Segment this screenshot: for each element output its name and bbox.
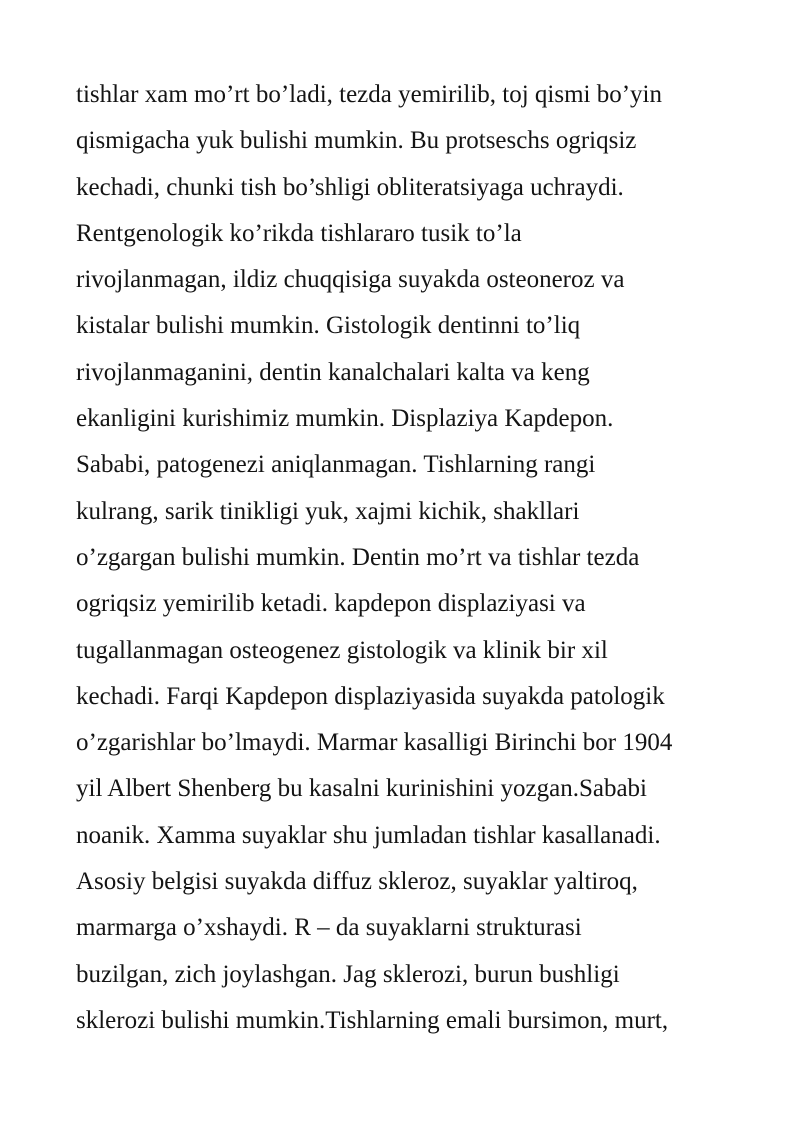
text-line-15: o’zgarishlar bo’lmaydi. Marmar kasalligi Birinchi bor 1904	[76, 729, 673, 757]
text-line-2: qismigacha yuk bulishi mumkin. Bu protseschs ogriqsiz	[76, 127, 637, 155]
text-line-12: ogriqsiz yemirilib ketadi. kapdepon displaziyasi va	[76, 590, 586, 618]
text-line-17: noanik. Xamma suyaklar shu jumladan tishlar kasallanadi.	[76, 821, 661, 849]
text-line-4: Rentgenologik ko’rikda tishlararo tusik to’la	[76, 219, 522, 247]
text-line-3: kechadi, chunki tish bo’shligi obliteratsiyaga uchraydi.	[76, 173, 624, 201]
text-line-19: marmarga o’xshaydi. R – da suyaklarni strukturasi	[76, 914, 582, 942]
text-line-6: kistalar bulishi mumkin. Gistologik dentinni to’liq	[76, 312, 581, 340]
text-line-21: sklerozi bulishi mumkin.Tishlarning emali bursimon, murt,	[76, 1006, 669, 1034]
text-line-11: o’zgargan bulishi mumkin. Dentin mo’rt va tishlar tezda	[76, 543, 640, 571]
text-line-9: Sababi, patogenezi aniqlanmagan. Tishlarning rangi	[76, 451, 596, 479]
text-line-20: buzilgan, zich joylashgan. Jag sklerozi, burun bushligi	[76, 960, 620, 988]
text-line-13: tugallanmagan osteogenez gistologik va klinik bir xil	[76, 636, 608, 664]
text-line-7: rivojlanmaganini, dentin kanalchalari kalta va keng	[76, 358, 590, 386]
text-line-8: ekanligini kurishimiz mumkin. Displaziya Kapdepon.	[76, 405, 614, 433]
text-line-18: Asosiy belgisi suyakda diffuz skleroz, suyaklar yaltiroq,	[76, 868, 638, 896]
text-line-10: kulrang, sarik tinikligi yuk, xajmi kichik, shakllari	[76, 497, 580, 525]
text-line-1: tishlar xam mo’rt bo’ladi, tezda yemirilib, toj qismi bo’yin	[76, 81, 662, 108]
text-line-16: yil Albert Shenberg bu kasalni kurinishini yozgan.Sababi	[76, 775, 647, 803]
text-line-14: kechadi. Farqi Kapdepon displaziyasida suyakda patologik	[76, 682, 665, 710]
text-line-5: rivojlanmagan, ildiz chuqqisiga suyakda osteoneroz va	[76, 266, 625, 294]
body-text	[76, 72, 736, 1044]
